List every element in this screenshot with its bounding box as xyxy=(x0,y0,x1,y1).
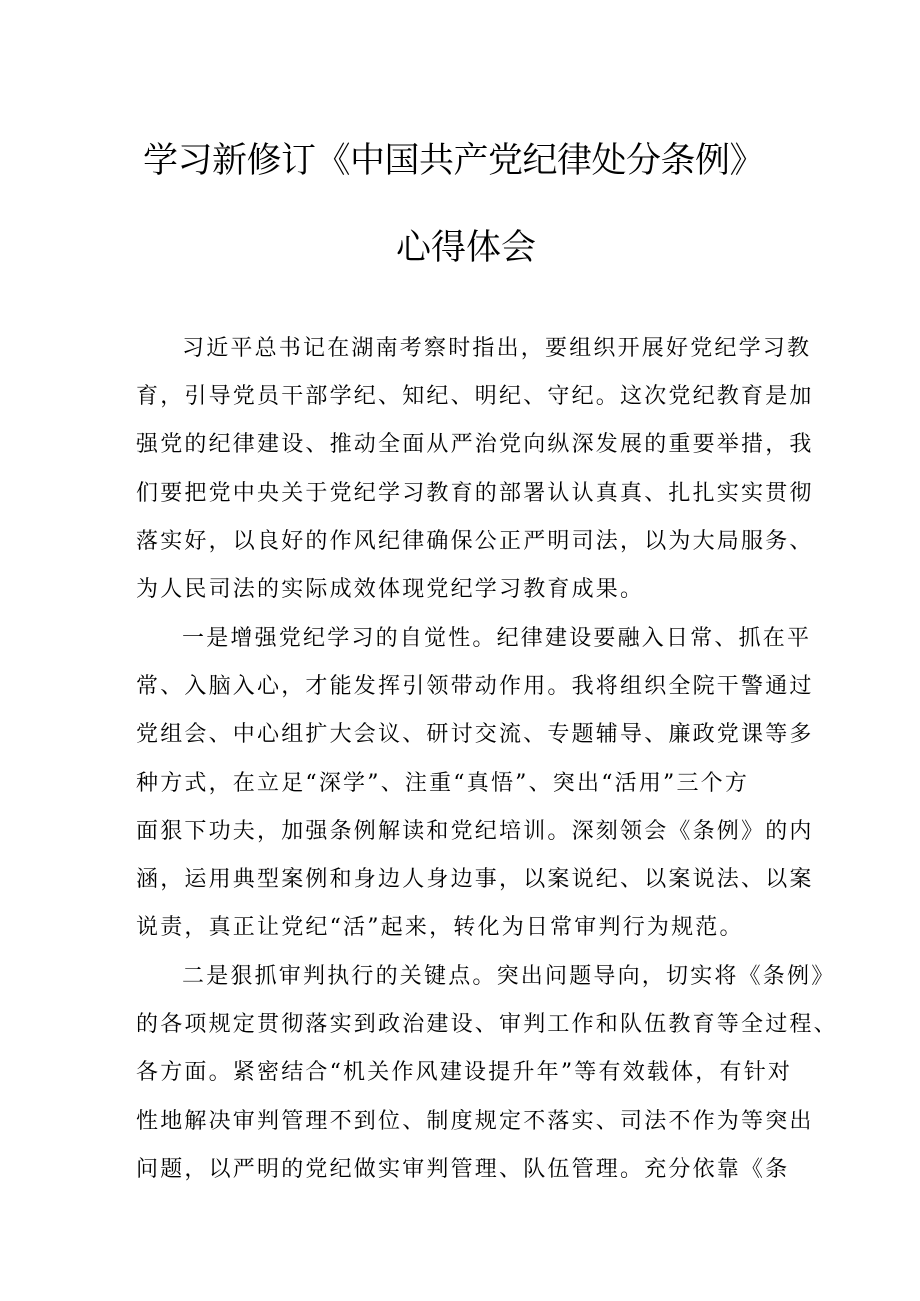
document-title-line-2: 心得体会 xyxy=(396,228,537,268)
paragraph-2-line-2: 常、入脑入心，才能发挥引领带动作用。我将组织全院干警通过 xyxy=(136,674,814,699)
paragraph-2-line-7: 说责，真正让党纪“活”起来，转化为日常审判行为规范。 xyxy=(136,915,744,940)
document-title-line-1: 学习新修订《中国共产党纪律处分条例》 xyxy=(143,141,765,181)
paragraph-3-line-1: 二是狠抓审判执行的关键点。突出问题导向，切实将《条例》 xyxy=(182,964,836,989)
paragraph-3-line-4: 性地解决审判管理不到位、制度规定不落实、司法不作为等突出 xyxy=(136,1109,814,1134)
paragraph-3-line-5: 问题，以严明的党纪做实审判管理、队伍管理。充分依靠《条 xyxy=(136,1157,790,1182)
paragraph-2-line-1: 一是增强党纪学习的自觉性。纪律建设要融入日常、抓在平 xyxy=(182,626,812,651)
paragraph-3-line-3: 各方面。紧密结合“机关作风建设提升年”等有效载体，有针对 xyxy=(136,1060,793,1085)
paragraph-2-line-3: 党组会、中心组扩大会议、研讨交流、专题辅导、廉政党课等多 xyxy=(136,722,814,747)
paragraph-2-line-6: 涵，运用典型案例和身边人身边事，以案说纪、以案说法、以案 xyxy=(136,867,814,892)
paragraph-2-line-5: 面狠下功夫，加强条例解读和党纪培训。深刻领会《条例》的内 xyxy=(136,819,814,844)
paragraph-3-line-2: 的各项规定贯彻落实到政治建设、审判工作和队伍教育等全过程、 xyxy=(136,1012,838,1037)
paragraph-2-line-4: 种方式，在立足“深学”、注重“真悟”、突出“活用”三个方 xyxy=(136,771,750,796)
paragraph-1-line-3: 强党的纪律建设、推动全面从严治党向纵深发展的重要举措，我 xyxy=(136,432,814,457)
paragraph-1-line-2: 育，引导党员干部学纪、知纪、明纪、守纪。这次党纪教育是加 xyxy=(136,384,814,409)
paragraph-1-line-1: 习近平总书记在湖南考察时指出，要组织开展好党纪学习教 xyxy=(182,336,812,361)
paragraph-1-line-5: 落实好，以良好的作风纪律确保公正严明司法，以为大局服务、 xyxy=(136,529,814,554)
paragraph-1-line-4: 们要把党中央关于党纪学习教育的部署认认真真、扎扎实实贯彻 xyxy=(136,481,814,506)
paragraph-1-line-6: 为人民司法的实际成效体现党纪学习教育成果。 xyxy=(136,577,645,602)
